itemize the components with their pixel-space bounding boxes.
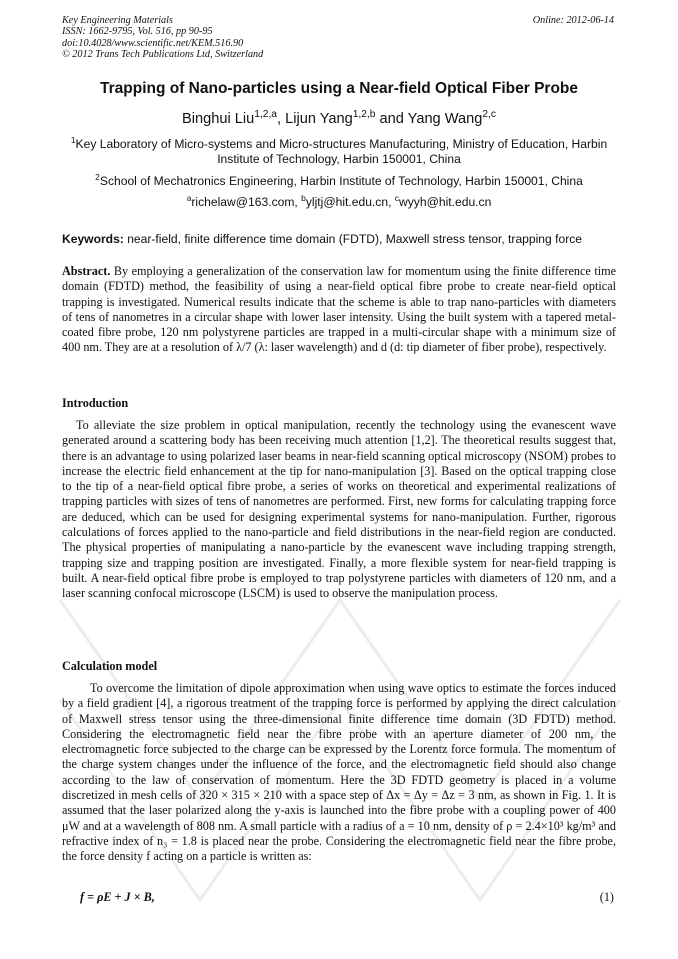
author-1-sup: 1,2,a [254, 109, 277, 121]
journal-name: Key Engineering Materials [62, 15, 173, 26]
author-emails [62, 192, 616, 209]
calculation-model-text [62, 681, 616, 865]
keywords [62, 232, 582, 246]
keywords-label: Keywords: [62, 232, 124, 246]
section-heading-introduction: Introduction [62, 396, 129, 410]
doi: doi:10.4028/www.scientific.net/KEM.516.90 [62, 37, 244, 49]
author-1: Binghui Liu [182, 111, 255, 127]
email-a-sup: a [186, 192, 192, 203]
abstract-text: By employing a generalization of the conservation law for momentum using the finite difference time domain (FDTD) method, the feasibility of using a near-field optical fibre probe to create near-field optical trapping is investigated. Numerical results indicate that the scheme is able to trap nano-particles with diameters of tens of nanometres in a circular shape with lower laser intensity. Using the built system with a tapered metal-coated fibre probe, 120 nm polystyrene particles are trapped in a multi-circular shape with a minimum size of 400 nm. They are at a resolution of λ/7 (λ: laser wavelength) and d (d: tip diameter of fiber probe), respectively. [62, 264, 616, 355]
aff2-text: School of Mechatronics Engineering, Harbin Institute of Technology, Harbin 150001, China [99, 174, 583, 188]
email-b-sup: b [301, 192, 306, 203]
paper-title: Trapping of Nano-particles using a Near-field Optical Fiber Probe [100, 80, 578, 97]
author-list [0, 111, 678, 127]
online-date: Online: 2012-06-14 [532, 15, 614, 26]
section-heading-calculation-model: Calculation model [62, 659, 158, 673]
email-a: richelaw@163.com, [191, 195, 302, 209]
abstract [62, 264, 616, 356]
email-b: yljtj@hit.edu.cn, [305, 195, 395, 209]
author-sep: and [375, 111, 408, 127]
keywords-text: near-field, finite difference time domain (FDTD), Maxwell stress tensor, trapping force [123, 232, 583, 246]
aff1-sup: 1 [70, 134, 76, 145]
author-3: Yang Wang [407, 111, 483, 127]
author-2-sup: 1,2,b [352, 109, 376, 121]
author-sep: , [277, 111, 286, 127]
intro-body: To alleviate the size problem in optical manipulation, recently the technology using the evanescent wave generated around a scattering body has been receiving much attention [1,2]. The theoretical results suggest that, there is an advantage to using polarized laser beams in near-field scanning optical microscopy (NSOM) probes to increase the electric field enhancement at the tip for nano-manipulation [3]. Based on the optical trapping close to the tip of a near-field optical fibre probe, a series of works on theoretical and experimental realizations of trapping particles with sizes of tens of nanometres are performed. First, new forms for calculating trapping force are deduced, which can be used for designing experimental systems for nano-manipulation. Further, rigorous calculations of forces applied to the nano-particle and field distributions in the near-field region are conducted. The physical properties of manipulating a nano-particle by the evanescent wave including trapping strength, trapping size and trapping position are investigated. Finally, a more flexible system for near-field trapping is built. A near-field optical fibre probe is employed to trap polystyrene particles with diameters of 120 nm, and a laser scanning confocal microscope (LSCM) is used to observe the manipulation process. [62, 418, 616, 601]
affiliation-1 [62, 134, 616, 167]
affiliation-2 [62, 171, 616, 188]
abstract-label: Abstract. [62, 264, 111, 278]
copyright: © 2012 Trans Tech Publications Ltd, Switzerland [62, 49, 264, 61]
author-3-sup: 2,c [482, 109, 496, 121]
journal-header [62, 15, 263, 61]
equation-number: (1) [599, 890, 614, 904]
aff2-sup: 2 [95, 171, 100, 182]
aff1-text: Key Laboratory of Micro-systems and Micro-structures Manufacturing, Ministry of Education, Harbin Institute of Technology, Harbin 150001, China [75, 137, 608, 167]
email-c: wyyh@hit.edu.cn [399, 195, 492, 209]
issn: ISSN: 1662-9795, Vol. 516, pp 90-95 [62, 26, 213, 38]
author-2: Lijun Yang [285, 111, 353, 127]
introduction-text [62, 418, 616, 602]
equation-1: f = ρE + J × B, [80, 890, 155, 904]
model-body: To overcome the limitation of dipole approximation when using wave optics to estimate the forces induced by a field gradient [4], a rigorous treatment of the trapping force is performed by applying the direct calculation of Maxwell stress tensor using the three-dimensional finite difference time domain (3D FDTD) method. Considering the electromagnetic field near the fibre probe with an aperture diameter of 200 nm, the electromagnetic force subjected to the charge can be expressed by the Lorentz force formula. The momentum of the charge system changes under the influence of the force, and the electromagnetic field should also change according to the law of conservation of momentum. Here the 3D FDTD geometry is placed in a volume discretized in mesh cells of 320 × 315 × 210 with a space step of Δx = Δy = Δz = 3 nm, as shown in Fig. 1. It is assumed that the laser polarized along the y-axis is launched into the fibre probe with a coupling power of 400 μW and at a wavelength of 808 nm. A small particle with a radius of a = 10 nm, density of ρ = 2.4×10³ kg/m³ and refractive index of n₃ = 1.8 is placed near the probe. Considering the electromagnetic field near the fibre probe, the force density f acting on a particle is written as: [62, 681, 616, 864]
email-c-sup: c [394, 192, 400, 203]
